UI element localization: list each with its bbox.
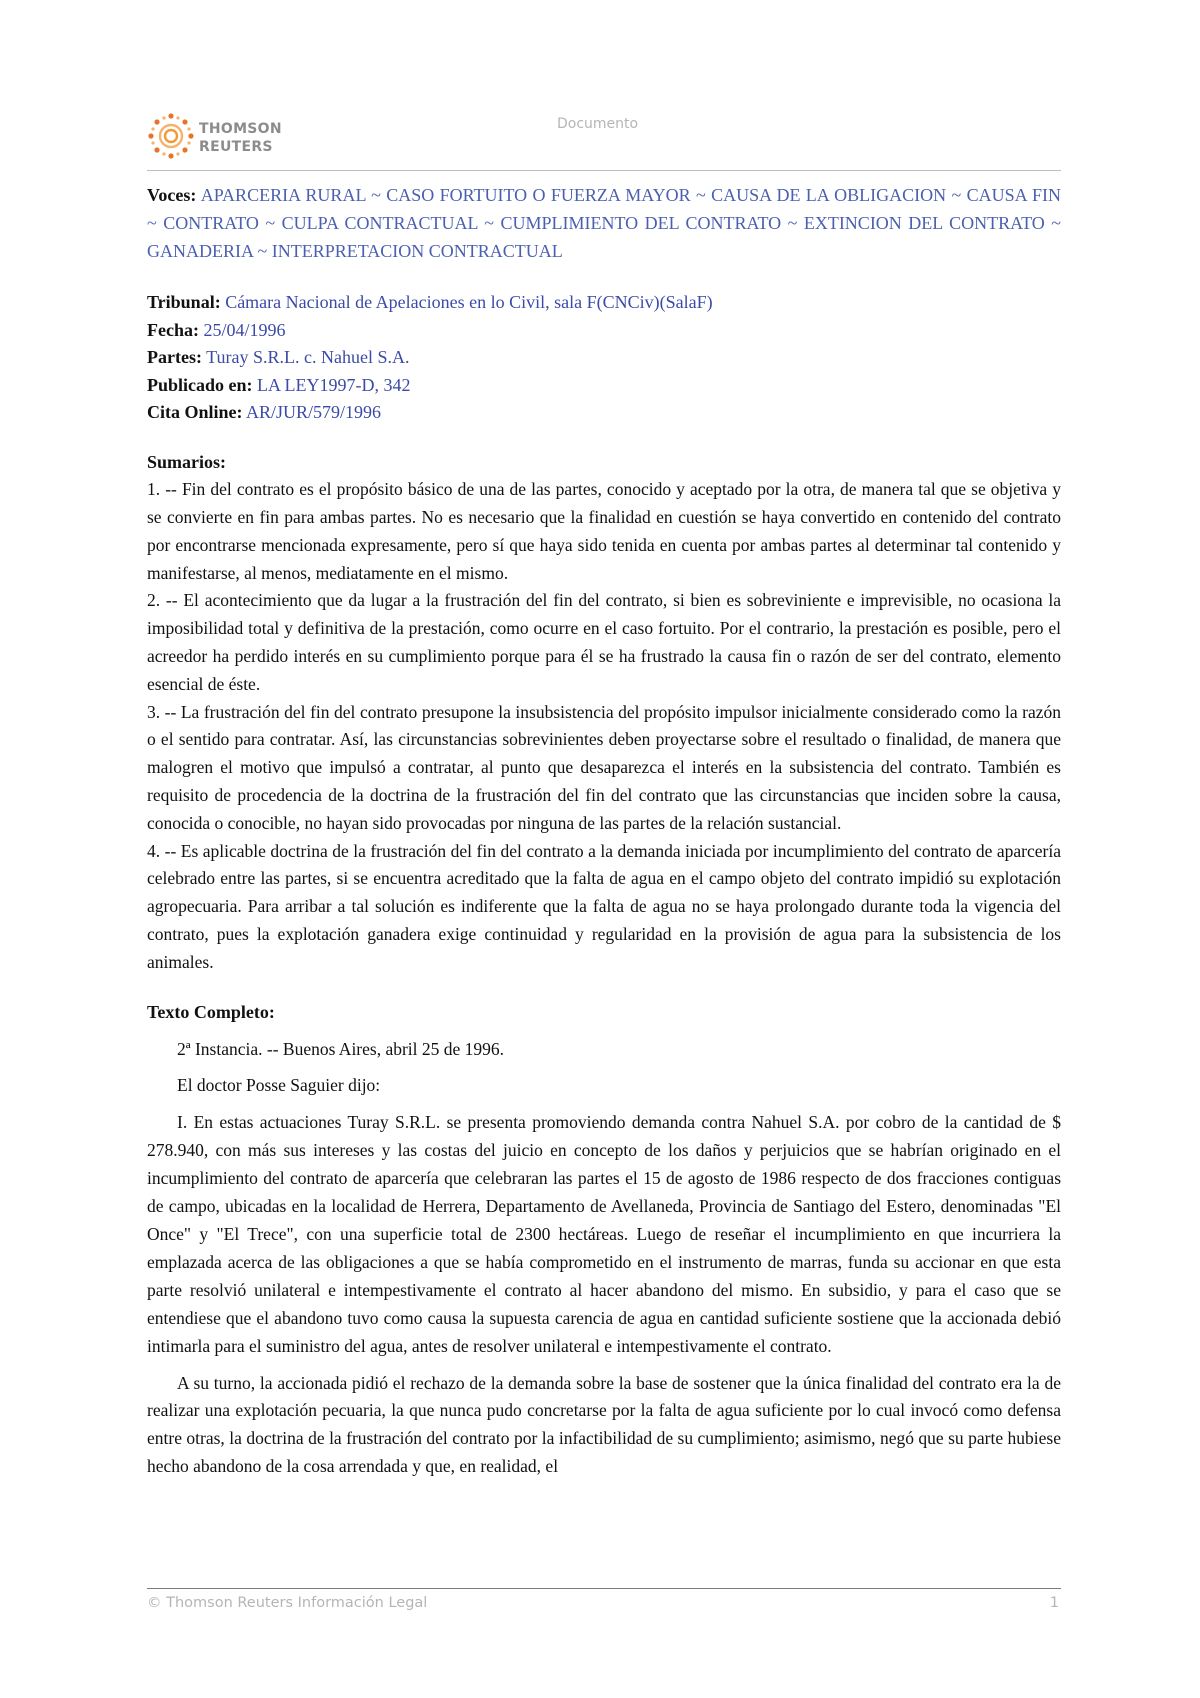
meta-row-partes: [147, 344, 1061, 372]
metadata-block: [147, 289, 1061, 427]
sumarios-section: [147, 449, 1061, 977]
voces-keywords-link[interactable]: APARCERIA RURAL ~ CASO FORTUITO O FUERZA MAYOR ~ CAUSA DE LA OBLIGACION ~ CAUSA FIN ~ CONTRATO ~ CULPA CONTRACTUAL ~ CUMPLIMIENTO DEL CONTRATO ~ EXTINCION DEL CONTRATO ~ GANADERIA ~ INTERPRETACION CONTRACTUAL: [147, 185, 1061, 261]
sumario-item: 1. -- Fin del contrato es el propósito básico de una de las partes, conocido y aceptado por la otra, de manera tal que se objetiva y se convierte en fin para ambas partes. No es necesario que la finalidad en cuestión se haya convertido en contenido del contrato por encontrarse mencionada expresamente, pero sí que haya sido tenida en cuenta por ambas partes al determinar tal contenido y manifestarse, al menos, mediatamente en el mismo.: [147, 479, 1061, 583]
meta-label: Cita Online:: [147, 402, 243, 422]
texto-completo-title: Texto Completo:: [147, 1001, 275, 1022]
logo-text-line2: REUTERS: [199, 139, 273, 155]
thomson-reuters-logo: [147, 112, 297, 164]
meta-row-cita: [147, 399, 1061, 427]
meta-label: Tribunal:: [147, 292, 221, 312]
meta-label: Publicado en:: [147, 374, 253, 395]
cita-online-link[interactable]: AR/JUR/579/1996: [246, 402, 382, 422]
meta-row-tribunal: [147, 289, 1061, 317]
partes-link[interactable]: Turay S.R.L. c. Nahuel S.A.: [206, 347, 410, 367]
document-page: [147, 104, 1061, 1481]
sumario-item: 4. -- Es aplicable doctrina de la frustración del fin del contrato a la demanda iniciada por incumplimiento del contrato de aparcería celebrado entre las partes, si se encuentra acreditado que la falta de agua en el campo objeto del contrato impidió su explotación agropecuaria. Para arribar a tal solución es indiferente que la falta de agua no se haya prolongado durante toda la vigencia del contrato, pues la explotación ganadera exige continuidad y regularidad en la provisión de agua para la subsistencia de los animales.: [147, 840, 1061, 972]
meta-row-fecha: [147, 317, 1061, 345]
voces-section: [147, 181, 1061, 265]
sumario-item: 3. -- La frustración del fin del contrato presupone la insubsistencia del propósito impulsor inicialmente considerado como la razón o el sentido para contratar. Así, las circunstancias sobrevinientes deben proyectarse sobre el resultado o finalidad, de manera que malogren el motivo que impulsó a contratar, al punto que desaparezca el interés en la subsistencia del contrato. También es requisito de procedencia de la doctrina de la frustración del fin del contrato que las circunstancias que inciden sobre la causa, conocida o conocible, no hayan sido provocadas por ninguna de las partes de la relación sustancial.: [147, 701, 1061, 833]
texto-completo-section: [147, 999, 1061, 1482]
tribunal-link[interactable]: Cámara Nacional de Apelaciones en lo Civil, sala F(CNCiv)(SalaF): [225, 292, 713, 312]
text-paragraph: A su turno, la accionada pidió el rechazo de la demanda sobre la base de sostener que la única finalidad del contrato era la de realizar una explotación pecuaria, la que nunca pudo concretarse por la falta de agua suficiente por lo cual invocó como defensa entre otras, la doctrina de la frustración del contrato por la infactibilidad de su cumplimiento; asimismo, negó que su parte hubiese hecho abandono de la cosa arrendada y que, en realidad, el: [147, 1372, 1061, 1477]
page-footer: [147, 1588, 1061, 1611]
logo-text-line1: THOMSON: [199, 121, 282, 137]
sumarios-title: Sumarios:: [147, 451, 227, 472]
page-number: 1: [1049, 1595, 1059, 1611]
document-label: Documento: [557, 116, 639, 132]
sumario-item: 2. -- El acontecimiento que da lugar a la frustración del fin del contrato, si bien es sobreviniente e imprevisible, no ocasiona la imposibilidad total y definitiva de la prestación, como ocurre en el caso fortuito. Por el contrario, la prestación es posible, pero el acreedor ha perdido interés en su cumplimiento porque para él se ha frustrado la causa fin o razón de ser del contrato, elemento esencial de éste.: [147, 590, 1061, 694]
meta-label: Partes:: [147, 347, 202, 367]
text-paragraph: 2ª Instancia. -- Buenos Aires, abril 25 de 1996.: [177, 1038, 505, 1059]
meta-label: Fecha:: [147, 319, 199, 340]
publicado-link[interactable]: LA LEY1997-D, 342: [257, 374, 411, 395]
logo-sun-icon: [147, 112, 195, 160]
copyright-text: © Thomson Reuters Información Legal: [147, 1595, 428, 1611]
page-header: [147, 104, 1061, 171]
text-paragraph: I. En estas actuaciones Turay S.R.L. se presenta promoviendo demanda contra Nahuel S.A. por cobro de la cantidad de $ 278.940, con más sus intereses y las costas del juicio en concepto de los daños y perjuicios que se habrían originado en el incumplimiento del contrato de aparcería que celebraran las partes el 15 de agosto de 1986 respecto de dos fracciones contiguas de campo, ubicadas en la localidad de Herrera, Departamento de Avellaneda, Provincia de Santiago del Estero, denominadas "El Once" y "El Trece", con una superficie total de 2300 hectáreas. Luego de reseñar el incumplimiento en que incurriera la emplazada acerca de las obligaciones a que se había comprometido en el instrumento de marras, funda su accionar en que esta parte resolvió unilateral e intempestivamente el contrato al hacer abandono del mismo. En subsidio, y para el caso que se entendiese que el abandono tuvo como causa la supuesta carencia de agua en cantidad suficiente sostiene que la accionada debió intimarla para el suministro del agua, antes de resolver unilateral e intempestivamente el contrato.: [147, 1112, 1061, 1356]
voces-label: Voces:: [147, 185, 197, 205]
fecha-link[interactable]: 25/04/1996: [203, 319, 286, 340]
text-paragraph: El doctor Posse Saguier dijo:: [177, 1075, 381, 1096]
meta-row-publicado: [147, 372, 1061, 400]
